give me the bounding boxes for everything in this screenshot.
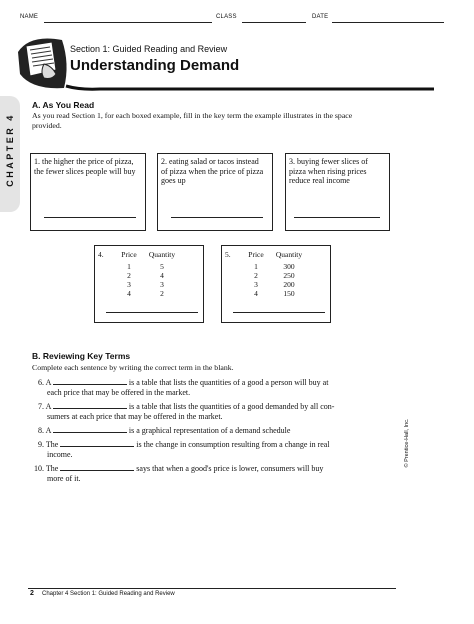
answer-blank-7[interactable] [53, 400, 127, 409]
answer-line-2[interactable] [171, 217, 263, 218]
item-number: 10. [34, 464, 44, 473]
demand-table-5 [225, 250, 311, 298]
copyright-notice: © Prentice-Hall, Inc. [404, 418, 410, 468]
example-box-1-number: 1. [34, 157, 40, 166]
item-continuation: income. [47, 450, 73, 459]
term-item-9 [32, 438, 372, 460]
item-text: is a graphical representation of a demand schedule [128, 426, 291, 435]
item-text: is a table that lists the quantities of a good a person will buy at [128, 378, 329, 387]
table-4-quantity-header: Quantity [148, 250, 176, 259]
table-cell: 300 [283, 262, 295, 271]
table-cell: 4 [160, 271, 164, 280]
example-box-4-number: 4. [98, 250, 104, 259]
item-text: is a table that lists the quantities of a good demanded by all con- [128, 402, 335, 411]
part-b-instructions: Complete each sentence by writing the correct term in the blank. [32, 363, 234, 372]
section-subtitle: Section 1: Guided Reading and Review [70, 44, 228, 54]
class-line[interactable] [242, 22, 306, 23]
footer-rule [28, 588, 396, 589]
example-box-2-number: 2. [161, 157, 167, 166]
answer-blank-6[interactable] [53, 376, 127, 385]
date-line[interactable] [332, 22, 444, 23]
example-box-5-number: 5. [225, 250, 231, 259]
example-box-3-text [289, 157, 384, 186]
demand-table-4 [98, 250, 184, 298]
table-cell: 4 [127, 289, 131, 298]
example-box-2-text [161, 157, 265, 186]
answer-line-1[interactable] [44, 217, 136, 218]
part-a-instructions: As you read Section 1, for each boxed example, fill in the key term the example illustrates in the space provided. [32, 111, 353, 130]
item-number: 8. [38, 426, 44, 435]
item-continuation: each price that may be offered in the market. [47, 388, 191, 397]
table-5-quantity-header: Quantity [275, 250, 303, 259]
answer-blank-10[interactable] [60, 462, 134, 471]
date-label: DATE [312, 14, 329, 20]
table-cell: 3 [127, 280, 131, 289]
table-cell: 1 [127, 262, 131, 271]
answer-line-4[interactable] [106, 312, 198, 313]
part-a-heading: A. As You Read [32, 100, 95, 110]
chapter-tab-label: CHAPTER 4 [5, 113, 15, 187]
reading-hand-icon [22, 40, 62, 84]
example-box-1-description: the higher the price of pizza, the fewer slices people will buy [34, 157, 136, 176]
table-cell: 1 [254, 262, 258, 271]
name-line[interactable] [44, 22, 212, 23]
item-prefix: The [45, 464, 59, 473]
item-number: 9. [38, 440, 44, 449]
table-cell: 250 [283, 271, 295, 280]
item-text: is the change in consumption resulting from a change in real [136, 440, 330, 449]
page-number: 2 [30, 590, 34, 597]
term-item-8 [32, 424, 372, 436]
table-cell: 3 [160, 280, 164, 289]
item-prefix: The [45, 440, 59, 449]
item-continuation: more of it. [47, 474, 81, 483]
table-cell: 2 [254, 271, 258, 280]
term-item-7 [32, 400, 372, 422]
term-item-10 [32, 462, 372, 484]
item-number: 7. [38, 402, 44, 411]
table-cell: 5 [160, 262, 164, 271]
example-box-2-description: eating salad or tacos instead of pizza when the price of pizza goes up [161, 157, 264, 185]
answer-line-5[interactable] [233, 312, 325, 313]
table-cell: 3 [254, 280, 258, 289]
example-box-1-text [34, 157, 138, 176]
answer-blank-8[interactable] [53, 424, 127, 433]
page-title: Understanding Demand [70, 57, 240, 74]
table-cell: 4 [254, 289, 258, 298]
table-4-price-header: Price [121, 250, 137, 259]
term-item-6 [32, 376, 372, 398]
item-text: says that when a good's price is lower, consumers will buy [136, 464, 324, 473]
item-prefix: A [45, 378, 51, 387]
table-5-price-header: Price [248, 250, 264, 259]
answer-line-3[interactable] [294, 217, 380, 218]
answer-blank-9[interactable] [60, 438, 134, 447]
footer-text: Chapter 4 Section 1: Guided Reading and Review [42, 591, 175, 597]
item-prefix: A [45, 426, 51, 435]
table-cell: 2 [127, 271, 131, 280]
table-cell: 150 [283, 289, 295, 298]
item-prefix: A [45, 402, 51, 411]
example-box-3-description: buying fewer slices of pizza when rising prices reduce real income [289, 157, 368, 185]
name-label: NAME [20, 14, 39, 20]
table-cell: 200 [283, 280, 295, 289]
item-continuation: sumers at each price that may be offered in the market. [47, 412, 223, 421]
example-box-3-number: 3. [289, 157, 295, 166]
part-b-heading: B. Reviewing Key Terms [32, 351, 131, 361]
table-cell: 2 [160, 289, 164, 298]
class-label: CLASS [216, 14, 237, 20]
item-number: 6. [38, 378, 44, 387]
